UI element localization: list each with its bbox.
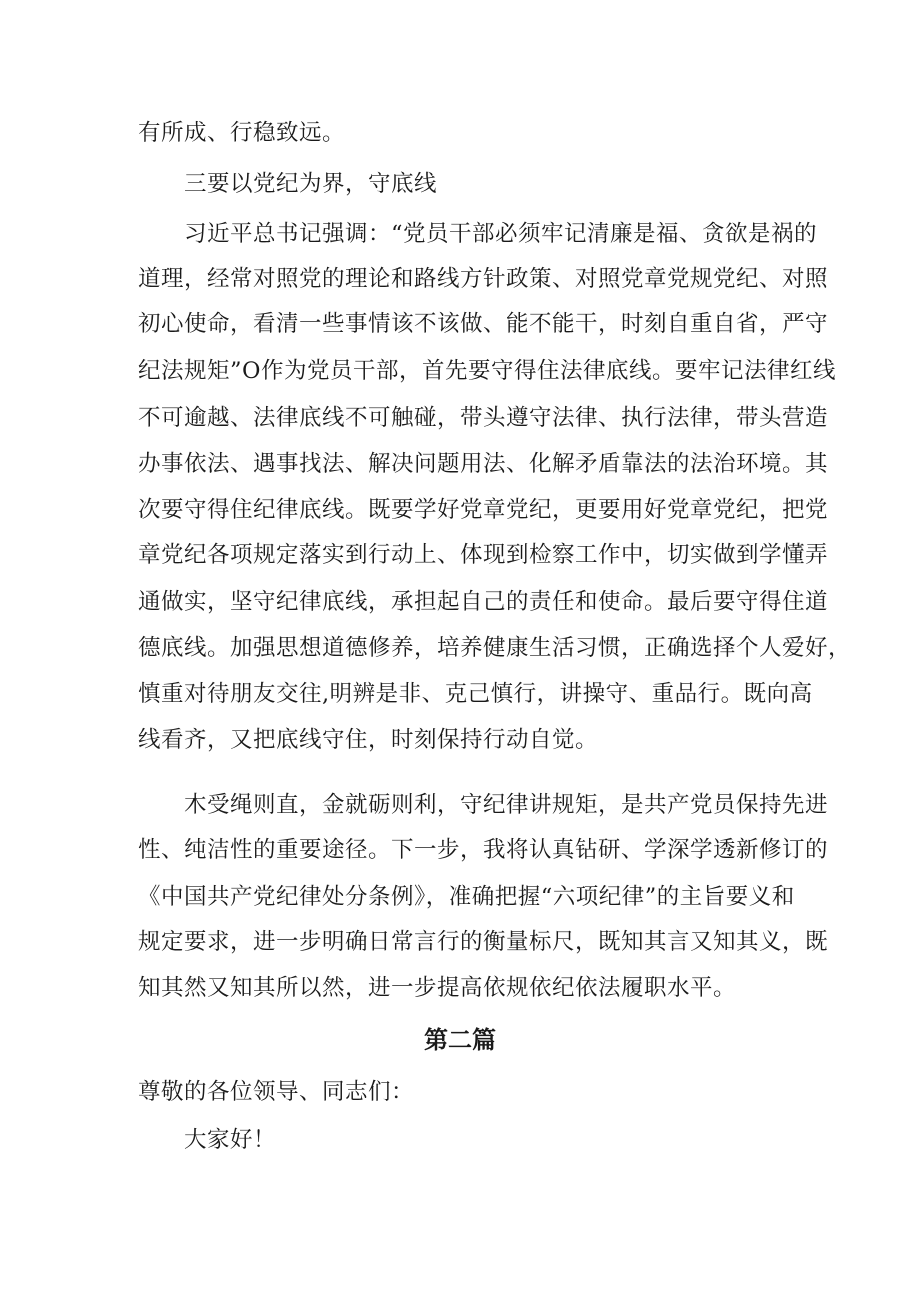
- paragraph-line: 习近平总书记强调：“党员干部必须牢记清廉是福、贪欲是祸的: [184, 221, 818, 247]
- paragraph-line: 木受绳则直，金就砺则利，守纪律讲规矩，是共产党员保持先进: [184, 792, 829, 818]
- paragraph-line: 德底线。加强思想道德修养，培养健康生活习惯，正确选择个人爱好，: [138, 635, 852, 661]
- paragraph-line: 纪法规矩”O作为党员干部，首先要守得住法律底线。要牢记法律红线: [138, 358, 836, 384]
- paragraph-line: 《中国共产党纪律处分条例》，准确把握“六项纪律”的主旨要义和: [138, 884, 795, 910]
- paragraph-line: 不可逾越、法律底线不可触碰，带头遵守法律、执行法律，带头营造: [138, 405, 829, 431]
- paragraph-line: 次要守得住纪律底线。既要学好党章党纪，更要用好党章党纪，把党: [138, 497, 829, 523]
- greeting: 大家好！: [184, 1127, 277, 1153]
- paragraph-line: 线看齐，又把底线守住，时刻保持行动自觉。: [138, 727, 599, 753]
- salutation: 尊敬的各位领导、同志们：: [138, 1079, 415, 1105]
- section-title: 第二篇: [424, 1026, 496, 1054]
- paragraph-line: 初心使命，看清一些事情该不该做、能不能干，时刻自重自省，严守: [138, 311, 829, 337]
- subheading: 三要以党纪为界，守底线: [184, 171, 438, 197]
- paragraph-line: 慎重对待朋友交往,明辨是非、克己慎行，讲操守、重品行。既向高: [138, 681, 813, 707]
- paragraph-line: 性、纯洁性的重要途径。下一步，我将认真钻研、学深学透新修订的: [138, 837, 829, 863]
- paragraph-line: 道理，经常对照党的理论和路线方针政策、对照党章党规党纪、对照: [138, 266, 829, 292]
- paragraph-line: 有所成、行稳致远。: [138, 120, 346, 146]
- paragraph-line: 章党纪各项规定落实到行动上、体现到检察工作中，切实做到学懂弄: [138, 542, 829, 568]
- paragraph-line: 规定要求，进一步明确日常言行的衡量标尺，既知其言又知其义，既: [138, 929, 829, 955]
- paragraph-line: 知其然又知其所以然，进一步提高依规依纪依法履职水平。: [138, 975, 737, 1001]
- paragraph-line: 通做实，坚守纪律底线，承担起自己的责任和使命。最后要守得住道: [138, 589, 829, 615]
- paragraph-line: 办事依法、遇事找法、解决问题用法、化解矛盾靠法的法治环境。其: [138, 451, 829, 477]
